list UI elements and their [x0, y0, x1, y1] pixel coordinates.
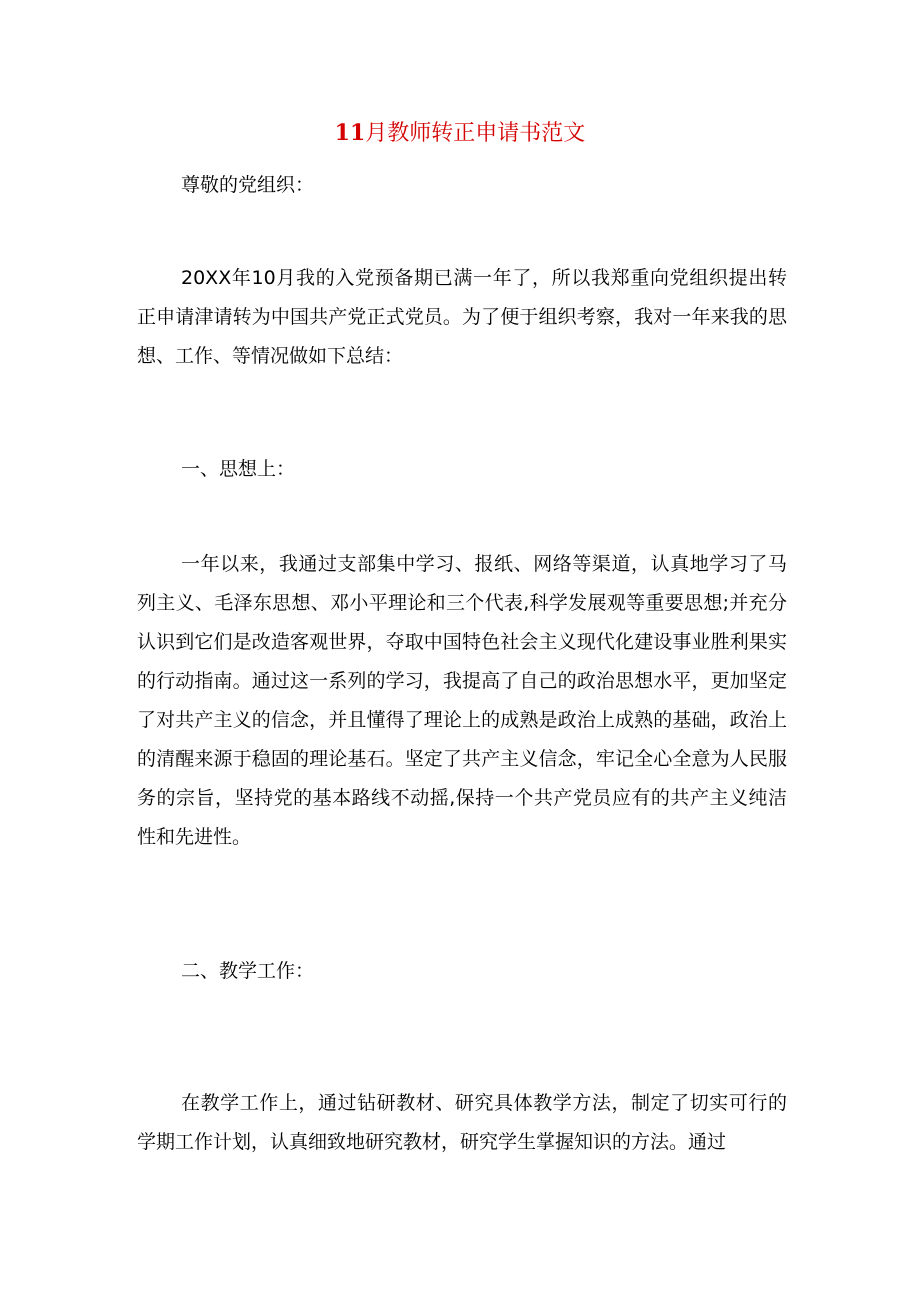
intro-paragraph: 20XX年10月我的入党预备期已满一年了，所以我郑重向党组织提出转正申请津请转为中国共产党正式党员。为了便于组织考察，我对一年来我的思想、工作、等情况做如下总结：: [137, 267, 787, 367]
salutation: 尊敬的党组织：: [181, 174, 315, 196]
title-text: 月教师转正申请书范文: [365, 121, 586, 146]
title-number: 11: [334, 120, 366, 146]
section-body-teaching: 在教学工作上，通过钻研教材、研究具体教学方法，制定了切实可行的学期工作计划，认真细致地研究教材，研究学生掌握知识的方法。通过: [137, 1092, 787, 1153]
section-heading-teaching: 二、教学工作：: [181, 960, 315, 982]
section-heading-thought: 一、思想上：: [181, 458, 296, 480]
document-title: [0, 116, 920, 151]
section-body-thought: 一年以来，我通过支部集中学习、报纸、网络等渠道，认真地学习了马列主义、毛泽东思想、邓小平理论和三个代表,科学发展观等重要思想;并充分认识到它们是改造客观世界，夺取中国特色社会主义现代化建设事业胜利果实的行动指南。通过这一系列的学习，我提高了自己的政治思想水平，更加坚定了对共产主义的信念，并且懂得了理论上的成熟是政治上成熟的基础，政治上的清醒来源于稳固的理论基石。坚定了共产主义信念，牢记全心全意为人民服务的宗旨，坚持党的基本路线不动摇,保持一个共产党员应有的共产主义纯洁性和先进性。: [137, 553, 787, 848]
